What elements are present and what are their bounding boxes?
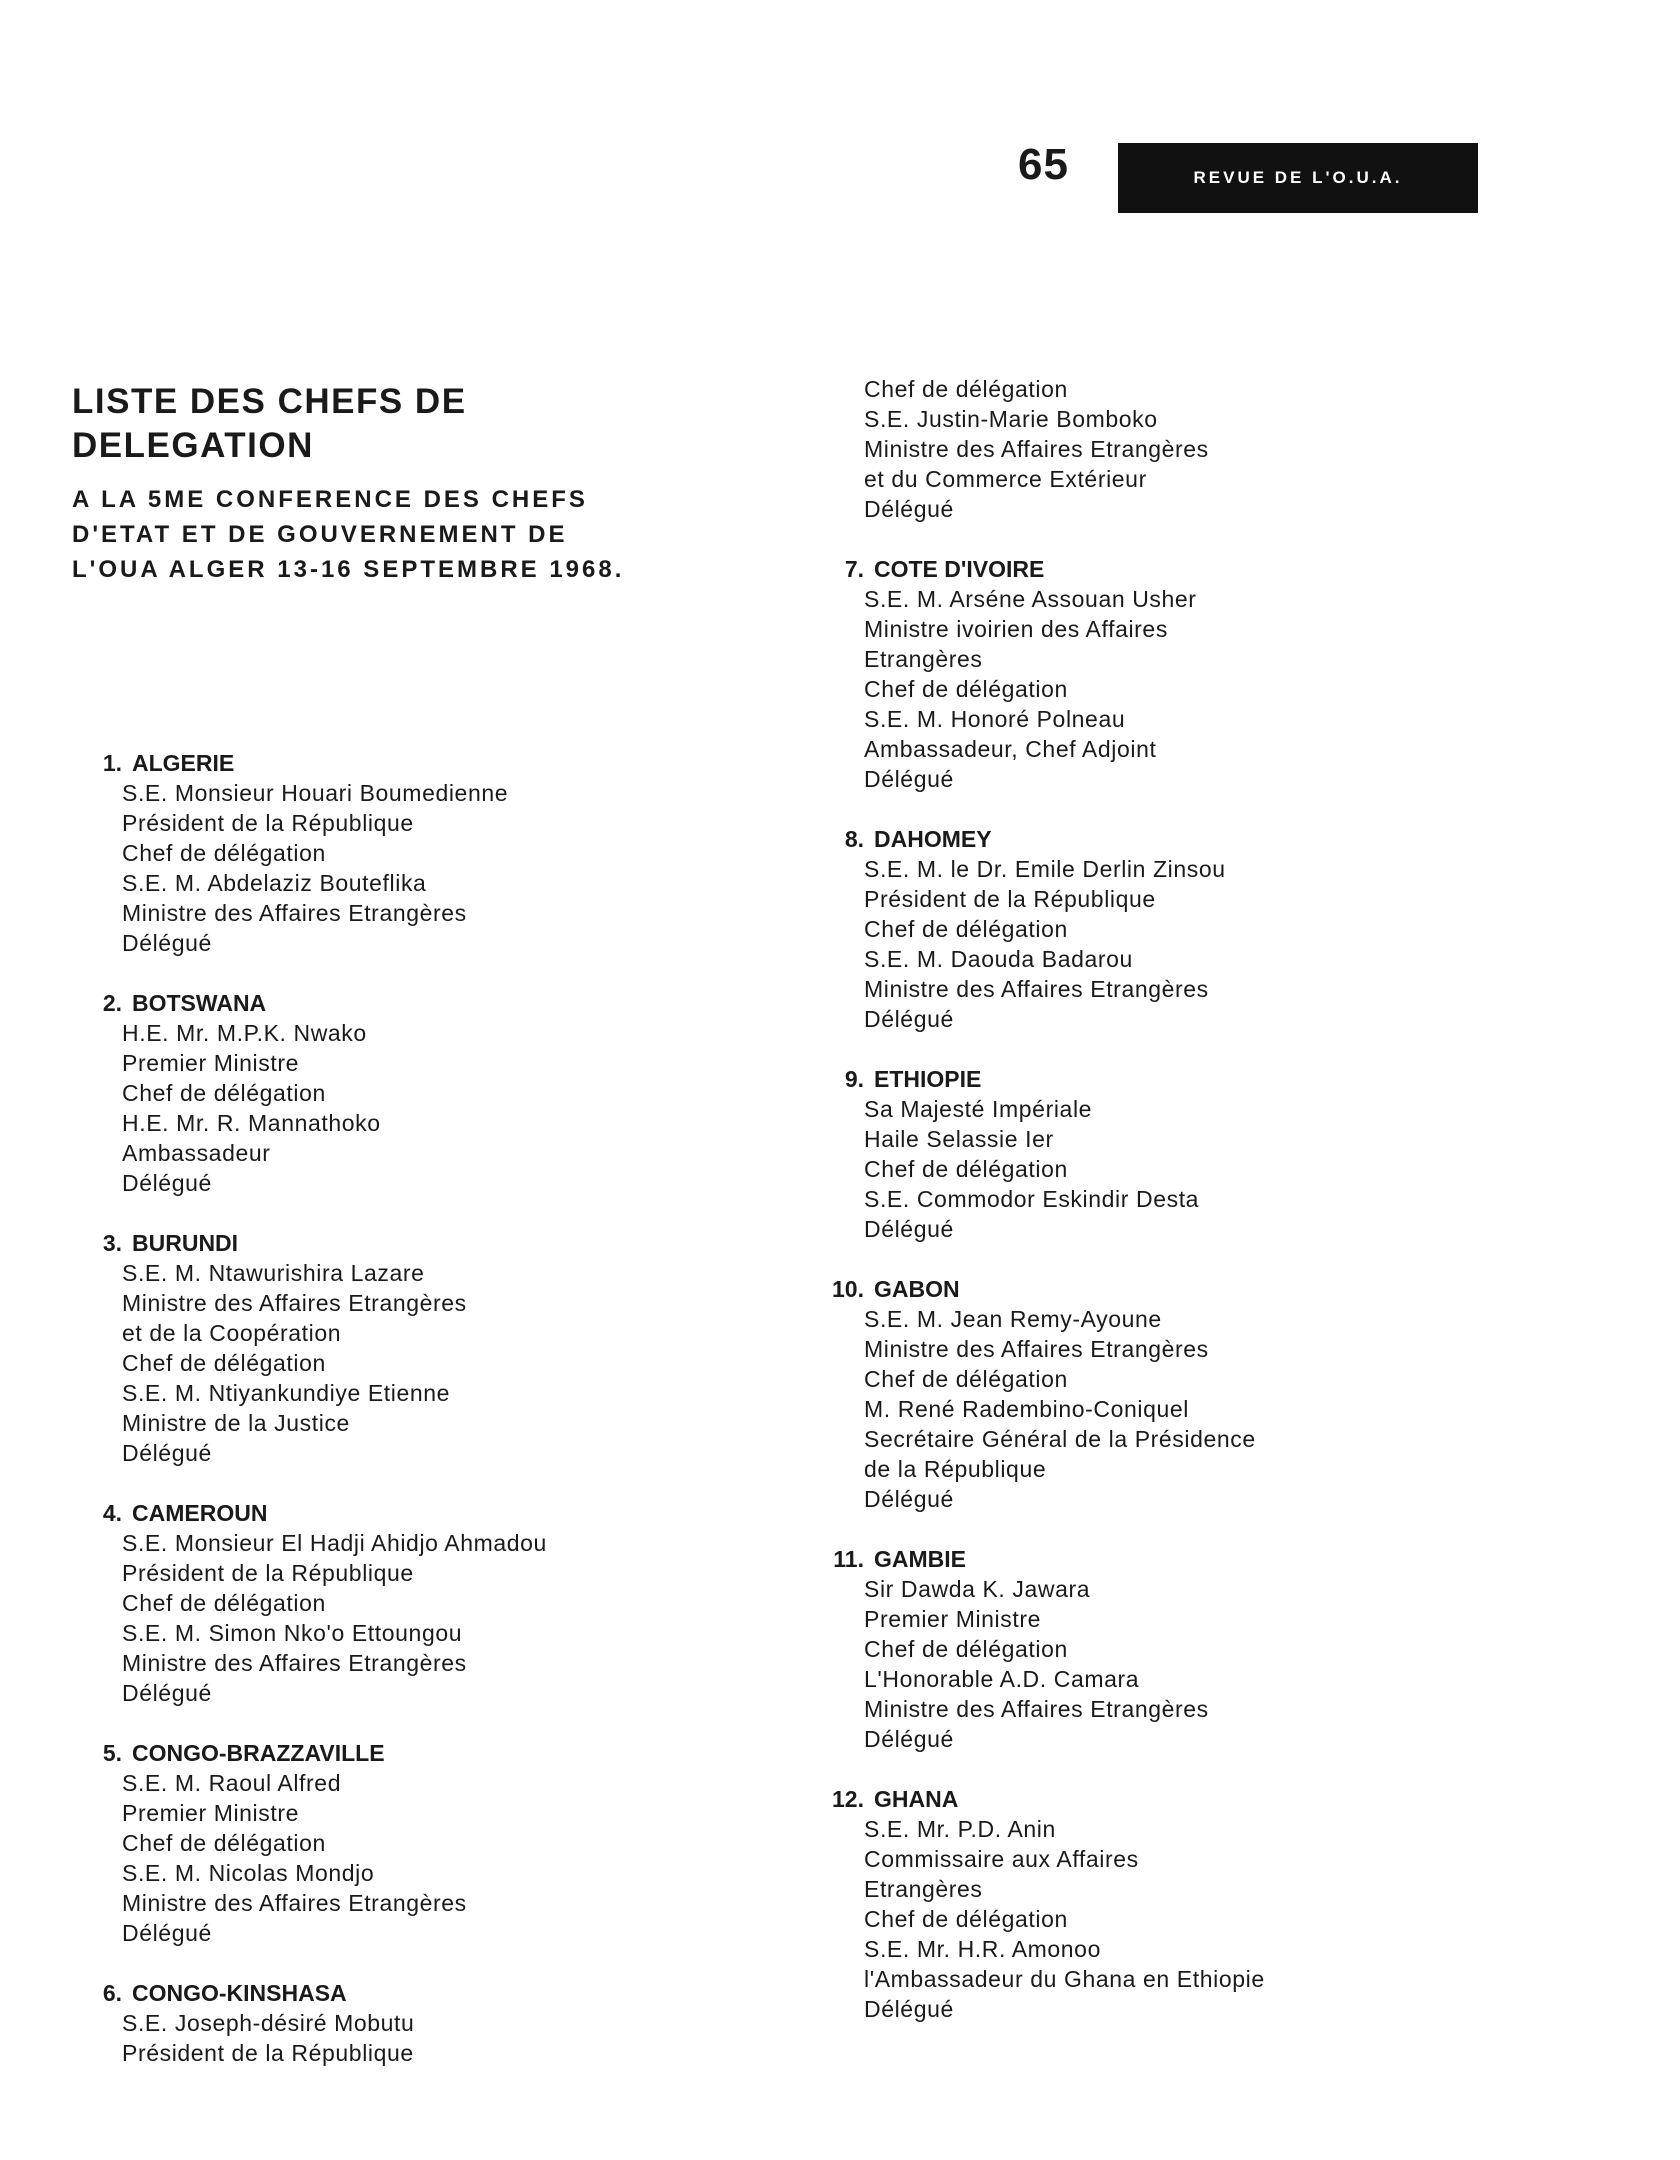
entry-number: 6.: [102, 1980, 122, 2006]
delegation-line: Délégué: [864, 1486, 954, 1512]
delegation-entry: [80, 988, 640, 1198]
delegation-line: H.E. Mr. R. Mannathoko: [122, 1110, 381, 1136]
delegation-line: S.E. M. Arséne Assouan Usher: [864, 586, 1197, 612]
left-column: [80, 748, 640, 2098]
delegation-line: S.E. Commodor Eskindir Desta: [864, 1186, 1200, 1212]
country-heading: [80, 988, 640, 1018]
delegation-line: Chef de délégation: [864, 1156, 1068, 1182]
delegation-line: Président de la République: [864, 886, 1156, 912]
country-heading: [80, 1738, 640, 1768]
delegation-line: Ambassadeur, Chef Adjoint: [864, 736, 1157, 762]
delegation-line: S.E. Mr. H.R. Amonoo: [864, 1936, 1101, 1962]
delegation-line: Secrétaire Général de la Présidence: [864, 1426, 1256, 1452]
delegation-line: Délégué: [864, 496, 954, 522]
right-column: [810, 374, 1370, 2054]
delegation-line: S.E. M. Ntawurishira Lazare: [122, 1260, 425, 1286]
delegation-line: S.E. M. Abdelaziz Bouteflika: [122, 870, 427, 896]
delegation-line: Premier Ministre: [122, 1050, 300, 1076]
delegation-line: Premier Ministre: [864, 1606, 1042, 1632]
delegation-entry: [80, 748, 640, 958]
delegation-line: Délégué: [122, 930, 212, 956]
delegation-entry: [810, 824, 1370, 1034]
delegation-line: l'Ambassadeur du Ghana en Ethiopie: [864, 1966, 1265, 1992]
delegation-line: S.E. Joseph-désiré Mobutu: [122, 2010, 415, 2036]
delegation-line: Chef de délégation: [864, 1366, 1068, 1392]
delegation-line: Chef de délégation: [122, 1590, 326, 1616]
delegation-line: Ministre ivoirien des Affaires: [864, 616, 1168, 642]
delegation-line: S.E. Justin-Marie Bomboko: [864, 406, 1158, 432]
subtitle: [72, 482, 772, 587]
delegation-line: Ministre des Affaires Etrangères: [122, 1890, 467, 1916]
delegation-line: Haile Selassie Ier: [864, 1126, 1054, 1152]
delegation-line: Ministre des Affaires Etrangères: [864, 1696, 1209, 1722]
delegation-entry: [810, 554, 1370, 794]
delegation-line: Etrangères: [864, 646, 983, 672]
entry-number: 12.: [832, 1786, 864, 1812]
delegation-line: Ministre des Affaires Etrangères: [122, 900, 467, 926]
main-title-line: DELEGATION: [72, 426, 314, 465]
entry-number: 8.: [844, 826, 864, 852]
delegation-entry: [80, 1228, 640, 1468]
delegation-entry: [80, 1738, 640, 1948]
country-heading: [80, 1228, 640, 1258]
country-name: DAHOMEY: [874, 826, 992, 852]
delegation-line: Délégué: [122, 1440, 212, 1466]
country-name: BOTSWANA: [132, 990, 267, 1016]
delegation-line: et du Commerce Extérieur: [864, 466, 1147, 492]
delegation-line: S.E. Monsieur El Hadji Ahidjo Ahmadou: [122, 1530, 547, 1556]
delegation-line: S.E. Mr. P.D. Anin: [864, 1816, 1056, 1842]
country-heading: [810, 1544, 1370, 1574]
entry-number: 3.: [102, 1230, 122, 1256]
delegation-line: Délégué: [864, 766, 954, 792]
delegation-line: Chef de délégation: [122, 840, 326, 866]
country-heading: [80, 1498, 640, 1528]
delegation-line: et de la Coopération: [122, 1320, 342, 1346]
entry-number: 2.: [102, 990, 122, 1016]
delegation-line: Chef de délégation: [122, 1350, 326, 1376]
delegation-line: S.E. M. le Dr. Emile Derlin Zinsou: [864, 856, 1226, 882]
delegation-line: Premier Ministre: [122, 1800, 300, 1826]
main-title: [72, 380, 772, 468]
delegation-line: Chef de délégation: [864, 1636, 1068, 1662]
delegation-entry: [810, 1064, 1370, 1244]
delegation-line: Chef de délégation: [122, 1080, 326, 1106]
delegation-line: Ministre des Affaires Etrangères: [864, 1336, 1209, 1362]
country-heading: [810, 824, 1370, 854]
delegation-line: Sir Dawda K. Jawara: [864, 1576, 1091, 1602]
title-block: [72, 380, 772, 587]
delegation-line: S.E. M. Simon Nko'o Ettoungou: [122, 1620, 463, 1646]
delegation-line: Chef de délégation: [864, 376, 1068, 402]
delegation-line: Chef de délégation: [122, 1830, 326, 1856]
delegation-line: Ministre des Affaires Etrangères: [864, 976, 1209, 1002]
journal-banner: REVUE DE L'O.U.A.: [1118, 143, 1478, 213]
continued-entry: [810, 374, 1370, 524]
delegation-line: Ministre de la Justice: [122, 1410, 350, 1436]
delegation-line: Chef de délégation: [864, 1906, 1068, 1932]
entry-number: 10.: [832, 1276, 864, 1302]
delegation-line: Ministre des Affaires Etrangères: [122, 1290, 467, 1316]
delegation-entry: [810, 1784, 1370, 2024]
country-heading: [80, 1978, 640, 2008]
delegation-line: S.E. M. Jean Remy-Ayoune: [864, 1306, 1162, 1332]
country-name: CONGO-KINSHASA: [132, 1980, 347, 2006]
delegation-line: Ambassadeur: [122, 1140, 271, 1166]
subtitle-line: D'ETAT ET DE GOUVERNEMENT DE: [72, 521, 568, 548]
main-title-line: LISTE DES CHEFS DE: [72, 382, 467, 421]
delegation-line: M. René Radembino-Coniquel: [864, 1396, 1189, 1422]
delegation-line: L'Honorable A.D. Camara: [864, 1666, 1140, 1692]
delegation-line: Délégué: [864, 1996, 954, 2022]
delegation-entry: [80, 1498, 640, 1708]
delegation-line: Président de la République: [122, 2040, 414, 2066]
delegation-line: Ministre des Affaires Etrangères: [122, 1650, 467, 1676]
delegation-entry: [810, 1544, 1370, 1754]
subtitle-line: L'OUA ALGER 13-16 SEPTEMBRE 1968.: [72, 556, 625, 583]
delegation-line: S.E. M. Ntiyankundiye Etienne: [122, 1380, 451, 1406]
delegation-line: S.E. M. Raoul Alfred: [122, 1770, 342, 1796]
page-number: 65: [1018, 140, 1069, 189]
delegation-line: S.E. M. Honoré Polneau: [864, 706, 1126, 732]
delegation-line: Ministre des Affaires Etrangères: [864, 436, 1209, 462]
delegation-entry: [810, 1274, 1370, 1514]
delegation-line: Délégué: [122, 1170, 212, 1196]
delegation-entry: [80, 1978, 640, 2068]
delegation-line: Délégué: [864, 1216, 954, 1242]
delegation-line: S.E. M. Nicolas Mondjo: [122, 1860, 375, 1886]
country-name: CAMEROUN: [132, 1500, 268, 1526]
delegation-line: Sa Majesté Impériale: [864, 1096, 1093, 1122]
country-name: CONGO-BRAZZAVILLE: [132, 1740, 385, 1766]
delegation-line: de la République: [864, 1456, 1047, 1482]
delegation-line: Président de la République: [122, 1560, 414, 1586]
entry-number: 4.: [102, 1500, 122, 1526]
country-heading: [80, 748, 640, 778]
entry-number: 7.: [844, 556, 864, 582]
country-name: ALGERIE: [132, 750, 235, 776]
country-name: BURUNDI: [132, 1230, 239, 1256]
delegation-line: Délégué: [864, 1006, 954, 1032]
delegation-line: Etrangères: [864, 1876, 983, 1902]
delegation-line: Président de la République: [122, 810, 414, 836]
entry-number: 11.: [833, 1546, 864, 1572]
delegation-line: H.E. Mr. M.P.K. Nwako: [122, 1020, 367, 1046]
delegation-line: Délégué: [122, 1920, 212, 1946]
delegation-line: S.E. M. Daouda Badarou: [864, 946, 1133, 972]
country-heading: [810, 1064, 1370, 1094]
delegation-line: Délégué: [864, 1726, 954, 1752]
delegation-line: Chef de délégation: [864, 916, 1068, 942]
country-name: ETHIOPIE: [874, 1066, 982, 1092]
entry-number: 9.: [844, 1066, 864, 1092]
country-name: GHANA: [874, 1786, 959, 1812]
country-heading: [810, 554, 1370, 584]
delegation-line: Délégué: [122, 1680, 212, 1706]
delegation-line: Chef de délégation: [864, 676, 1068, 702]
entry-number: 5.: [102, 1740, 122, 1766]
delegation-line: Commissaire aux Affaires: [864, 1846, 1139, 1872]
country-heading: [810, 1784, 1370, 1814]
country-name: COTE D'IVOIRE: [874, 556, 1045, 582]
subtitle-line: A LA 5ME CONFERENCE DES CHEFS: [72, 486, 588, 513]
entry-number: 1.: [102, 750, 122, 776]
country-name: GABON: [874, 1276, 960, 1302]
delegation-line: S.E. Monsieur Houari Boumedienne: [122, 780, 509, 806]
country-heading: [810, 1274, 1370, 1304]
country-name: GAMBIE: [874, 1546, 966, 1572]
